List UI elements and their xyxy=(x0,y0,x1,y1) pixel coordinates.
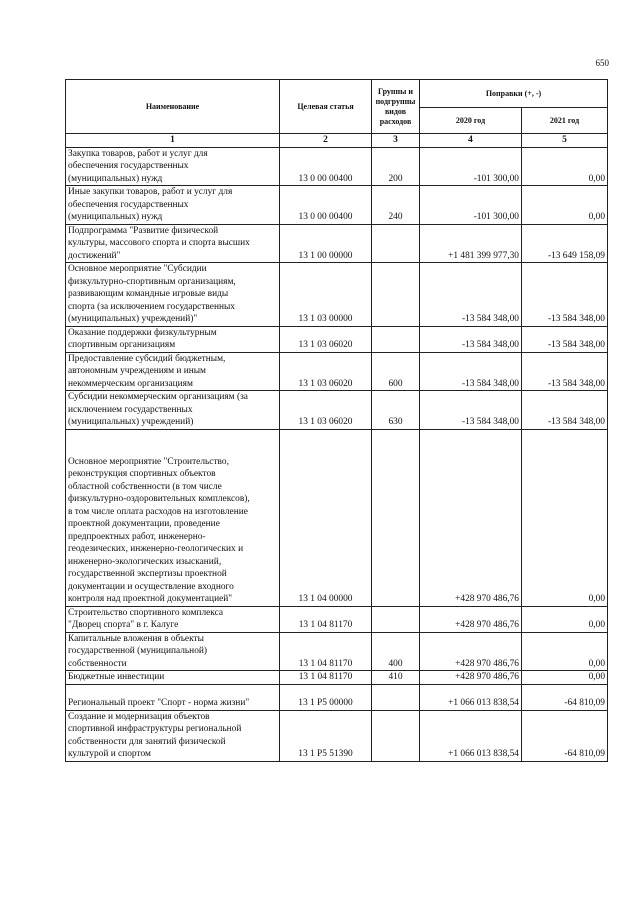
row-group xyxy=(372,326,420,352)
row-group xyxy=(372,224,420,263)
column-number: 1 xyxy=(66,134,280,148)
row-group: 240 xyxy=(372,186,420,225)
budget-table xyxy=(65,79,608,762)
row-group xyxy=(372,684,420,710)
table-row xyxy=(66,326,608,352)
row-name: Основное мероприятие "Строительство, реконструкция спортивных объектов областной собственности (в том числе физкультурно-оздоровительных комплексов), в том числе оплата расходов на изготовление проектной документации, проведение предпроектных работ, инженерно- геодезических, инженерно-геологических и инженерно-экологических изысканий, государственной экспертизы проектной документации и осуществление входного контроля над проектной документацией" xyxy=(66,429,280,606)
row-code: 13 1 03 06020 xyxy=(280,352,372,391)
header-code: Целевая статья xyxy=(280,80,372,134)
row-name: Региональный проект "Спорт - норма жизни" xyxy=(66,684,280,710)
row-2021: -13 584 348,00 xyxy=(522,352,608,391)
row-name: Субсидии некоммерческим организациям (за исключением государственных (муниципальных) учреждений) xyxy=(66,391,280,430)
row-group xyxy=(372,263,420,327)
row-2021: -13 649 158,09 xyxy=(522,224,608,263)
column-number: 4 xyxy=(420,134,522,148)
row-code: 13 1 04 81170 xyxy=(280,671,372,685)
row-2021: 0,00 xyxy=(522,632,608,671)
row-2020: -101 300,00 xyxy=(420,147,522,186)
row-code: 13 1 P5 51390 xyxy=(280,710,372,761)
row-2020: -101 300,00 xyxy=(420,186,522,225)
row-2021: -13 584 348,00 xyxy=(522,263,608,327)
column-number: 2 xyxy=(280,134,372,148)
row-group xyxy=(372,606,420,632)
row-2020: -13 584 348,00 xyxy=(420,263,522,327)
row-name: Капитальные вложения в объекты государственной (муниципальной) собственности xyxy=(66,632,280,671)
header-group: Группы и подгруппы видов расходов xyxy=(372,80,420,134)
row-2020: -13 584 348,00 xyxy=(420,352,522,391)
row-2020: +428 970 486,76 xyxy=(420,429,522,606)
row-code: 13 1 03 06020 xyxy=(280,326,372,352)
row-name: Строительство спортивного комплекса "Дворец спорта" в г. Калуге xyxy=(66,606,280,632)
column-numbers-row xyxy=(66,134,608,148)
header-2021: 2021 год xyxy=(522,108,608,134)
row-group: 200 xyxy=(372,147,420,186)
row-group: 630 xyxy=(372,391,420,430)
table-row xyxy=(66,632,608,671)
row-2021: -13 584 348,00 xyxy=(522,391,608,430)
row-code: 13 1 04 81170 xyxy=(280,606,372,632)
row-group xyxy=(372,710,420,761)
column-number: 3 xyxy=(372,134,420,148)
row-name: Бюджетные инвестиции xyxy=(66,671,280,685)
row-code: 13 1 04 00000 xyxy=(280,429,372,606)
row-name: Основное мероприятие "Субсидии физкультурно-спортивным организациям, развивающим командные игровые виды спорта (за исключением государственных (муниципальных) учреждений)" xyxy=(66,263,280,327)
header-2020: 2020 год xyxy=(420,108,522,134)
row-code: 13 1 P5 00000 xyxy=(280,684,372,710)
row-code: 13 1 00 00000 xyxy=(280,224,372,263)
row-2020: +428 970 486,76 xyxy=(420,606,522,632)
row-2020: +428 970 486,76 xyxy=(420,632,522,671)
row-code: 13 1 03 00000 xyxy=(280,263,372,327)
row-2020: +1 066 013 838,54 xyxy=(420,684,522,710)
row-2020: -13 584 348,00 xyxy=(420,326,522,352)
row-name: Предоставление субсидий бюджетным, автономным учреждениям и иным некоммерческим организациям xyxy=(66,352,280,391)
row-2020: +1 066 013 838,54 xyxy=(420,710,522,761)
row-code: 13 1 04 81170 xyxy=(280,632,372,671)
table-row xyxy=(66,710,608,761)
table-row xyxy=(66,186,608,225)
row-name: Иные закупки товаров, работ и услуг для обеспечения государственных (муниципальных) нужд xyxy=(66,186,280,225)
row-2021: -64 810,09 xyxy=(522,684,608,710)
row-code: 13 0 00 00400 xyxy=(280,147,372,186)
column-number: 5 xyxy=(522,134,608,148)
table-row xyxy=(66,671,608,685)
row-name: Закупка товаров, работ и услуг для обеспечения государственных (муниципальных) нужд xyxy=(66,147,280,186)
row-2021: -13 584 348,00 xyxy=(522,326,608,352)
row-code: 13 1 03 06020 xyxy=(280,391,372,430)
table-row xyxy=(66,224,608,263)
row-2020: +428 970 486,76 xyxy=(420,671,522,685)
row-group: 410 xyxy=(372,671,420,685)
table-row xyxy=(66,684,608,710)
row-2021: 0,00 xyxy=(522,147,608,186)
row-group: 400 xyxy=(372,632,420,671)
table-row xyxy=(66,429,608,606)
row-2021: 0,00 xyxy=(522,186,608,225)
row-2021: 0,00 xyxy=(522,606,608,632)
table-row xyxy=(66,391,608,430)
row-2020: +1 481 399 977,30 xyxy=(420,224,522,263)
row-group: 600 xyxy=(372,352,420,391)
row-2021: 0,00 xyxy=(522,429,608,606)
row-name: Оказание поддержки физкультурным спортивным организациям xyxy=(66,326,280,352)
row-2021: -64 810,09 xyxy=(522,710,608,761)
row-name: Создание и модернизация объектов спортивной инфраструктуры региональной собственности для занятий физической культурой и спортом xyxy=(66,710,280,761)
table-row xyxy=(66,606,608,632)
table-row xyxy=(66,147,608,186)
header-amendments: Поправки (+, -) xyxy=(420,80,608,108)
table-row xyxy=(66,263,608,327)
page-number: 650 xyxy=(595,58,609,68)
table-row xyxy=(66,352,608,391)
row-2021: 0,00 xyxy=(522,671,608,685)
row-code: 13 0 00 00400 xyxy=(280,186,372,225)
row-group xyxy=(372,429,420,606)
row-name: Подпрограмма "Развитие физической культуры, массового спорта и спорта высших достижений" xyxy=(66,224,280,263)
header-name: Наименование xyxy=(66,80,280,134)
row-2020: -13 584 348,00 xyxy=(420,391,522,430)
